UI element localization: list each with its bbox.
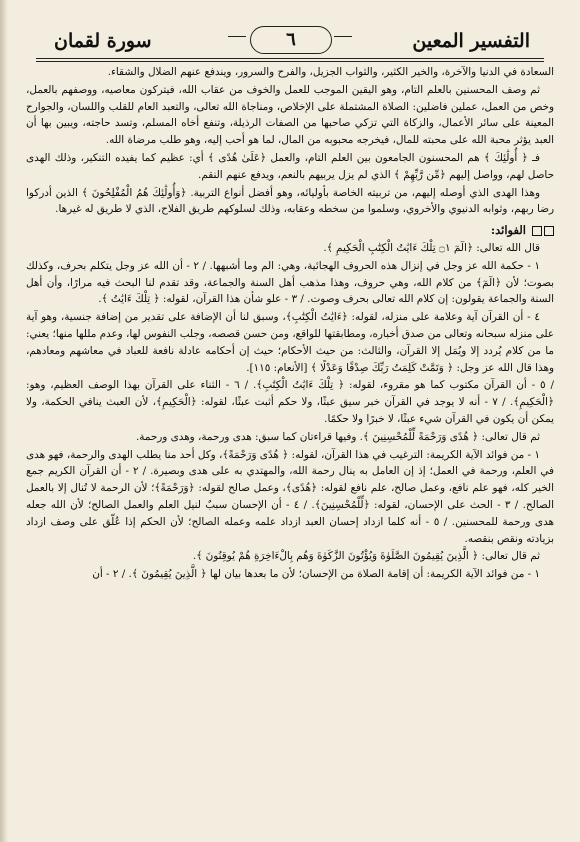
page-number: ٦ <box>250 26 332 54</box>
surah-title: سورة لقمان <box>54 30 152 52</box>
running-header <box>30 24 550 64</box>
paragraph: / ٥ - أن القرآن مكتوب كما هو مقروء، لقوله: ﴿ تِلْكَ ءَايَٰتُ الْكِتَٰبِ﴾. / ٦ - الثناء على القرآن بهذا الوصف العظيم، وهو: ﴿الْحَكِيمِ﴾. / ٧ - أنه لا يوجد في القرآن خبر سيق عبثًا، ولا حكم أثبت عبثًا، لقوله: ﴿الْحَكِيمِ﴾، لأن العبث ينافي الحكمة، ولا يمكن أن يكون في القرآن شيء عبثًا، لا خبرًا ولا حكمًا. <box>26 379 554 425</box>
ornament-left <box>228 36 246 37</box>
paragraph: قال الله تعالى: ﴿الٓمٓ ۝١ تِلْكَ ءَايَٰتُ الْكِتَٰبِ الْحَكِيمِ ﴾. <box>323 241 540 254</box>
paragraph: فـ ﴿ أُولَٰئِكَ ﴾ هم المحسنون الجامعون بين العلم التام، والعمل ﴿عَلَىٰ هُدًى ﴾ أي: عظيم كما يفيده التنكير، وذلك الهدى حاصل لهم، وواصل إليهم ﴿مِّن رَّبِّهِمْ ﴾ الذي لم يزل يربيهم بالنعم، ويدفع عنهم النقم. <box>26 151 554 181</box>
heading-text: الفوائد: <box>490 223 526 238</box>
body-text <box>26 64 554 834</box>
paragraph: ١ - حكمة الله عز وجل في إنزال هذه الحروف الهجائية، وهي: الم وما أشبهها. / ٢ - أن الله عز وجل يتكلم بحرف، وكذلك بصوت؛ لأن ﴿الٓمٓ﴾ من كلام الله، وهي حروف، وهذا مذهب أهل السنة والجماعة، وقد تقدم لنا البحث فيه مرارًا، وأن أهل السنة والجماعة يقولون: إن كلام الله تعالى بحرف وصوت. / ٣ - علو شأن هذا القرآن، لقوله: ﴿ تِلْكَ ءَايَٰتُ ﴾. <box>26 259 554 306</box>
book-title: التفسير المعين <box>412 30 530 52</box>
paragraph: ١ - من فوائد الآية الكريمة: أن إقامة الصلاة من الإحسان؛ لأن ما بعدها بيان لها ﴿ الَّذِينَ يُقِيمُونَ ﴾. / ٢ - أن <box>92 568 540 581</box>
header-rule-thin <box>36 61 544 62</box>
ornament-right <box>334 36 352 37</box>
box-icon <box>544 226 554 236</box>
paragraph: وهذا الهدى الذي أوصله إليهم، من تربيته الخاصة بأوليائه، وهو أفضل أنواع التربية. ﴿وَأُولَٰئِكَ هُمُ الْمُفْلِحُونَ ﴾ الذين أدركوا رضا ربهم، وثوابه الدنيوي والأخروي، وسلموا من سخطه وعقابه، وذلك لسلوكهم طريق الفلاح، الذي لا طريق له غيرها. <box>26 186 554 216</box>
page-edge-shadow <box>0 0 8 842</box>
paragraph: السعادة في الدنيا والآخرة، والخير الكثير، والثواب الجزيل، والفرح والسرور، ويندفع عنهم الضلال والشقاء. <box>107 66 554 78</box>
paragraph: ٤ - أن القرآن آية وعلامة على منزله، لقوله: ﴿ءَايَٰتُ الْكِتَٰبِ﴾، وسبق لنا أن الإضافة على تقدير من إضافة جنسية، وهو آية على منزله سبحانه وتعالى من صدق أخباره، ومطابقتها للواقع، ومن حسن قصصه، وجلب النفوس لها، وعدم مللها منها؛ يعني: ما من كلام يُردد إلا ويُمَل إلا القرآن، والثالث: من حيث الأحكام؛ حيث إن أحكامه عادلة نافعة للعباد في معاشهم ومعادهم، وهذا قال الله عز وجل: ﴿ وَتَمَّتْ كَلِمَتُ رَبِّكَ صِدْقًا وَعَدْلًا ﴾ [الأنعام: ١١٥]. <box>26 311 554 374</box>
paragraph: ثم وصف المحسنين بالعلم التام، وهو اليقين الموجب للعمل والخوف من عقاب الله، فيتركون معاصيه، ووصفهم بالعمل، وخص من العمل، عملين فاضلين: الصلاة المشتملة على الإخلاص، ومناجاة الله تعالى، والتعبد العام للقلب واللسان، والجوارح المعينة على سائر الأعمال، والزكاة التي تزكي صاحبها من الصفات الرذيلة، وتنفع أخاه المسلم، وتسد حاجته، ويبين بها أن العبد يؤثر محبة الله على محبته للمال، فيخرجه محبوبه من المال، لما هو أحب إليه، وهو طلب مرضاة الله. <box>26 83 554 147</box>
header-rule <box>36 58 544 59</box>
paragraph: ثم قال تعالى: ﴿ هُدًى وَرَحْمَةً لِّلْمُحْسِنِينَ ﴾. وفيها قراءتان كما سبق: هدى ورحمة، وهدى ورحمة. <box>135 430 540 443</box>
paragraph: ١ - من فوائد الآية الكريمة: الترغيب في هذا القرآن، لقوله: ﴿ هُدًى وَرَحْمَةً﴾، وكل أحد منا يطلب الهدى والرحمة، فهو هدى في العلم، ورحمة في العمل؛ إذ إن العامل به ينال رحمة الله، والمهتدي به على هدى وبصيرة. / ٢ - أن القرآن الكريم جمع الخير كله، فهو علم نافع، وعمل صالح، علم نافع لقوله: ﴿هُدًى﴾، وعمل صالح لقوله: ﴿وَرَحْمَةً﴾؛ لأن الرحمة لا تُنال إلا بالعمل الصالح. / ٣ - الحث على الإحسان، لقوله: ﴿لِّلْمُحْسِنِينَ﴾. / ٤ - أن الإحسان سببٌ لنيل العلم والعمل الصالح؛ لأن الله جعله هدى ورحمة للمحسنين. / ٥ - أنه كلما ازداد إحسان العبد ازداد علمه وعمله الصالح؛ لأن الحكم إذا عُلّق على وصف ازداد بزيادته ونقص بنقصه. <box>26 448 554 545</box>
benefits-heading <box>26 222 554 239</box>
box-icon <box>532 226 542 236</box>
paragraph: ثم قال تعالى: ﴿ الَّذِينَ يُقِيمُونَ الصَّلَوٰةَ وَيُؤْتُونَ الزَّكَوٰةَ وَهُم بِالْءَاخِرَةِ هُمْ يُوقِنُونَ ﴾. <box>192 550 540 563</box>
